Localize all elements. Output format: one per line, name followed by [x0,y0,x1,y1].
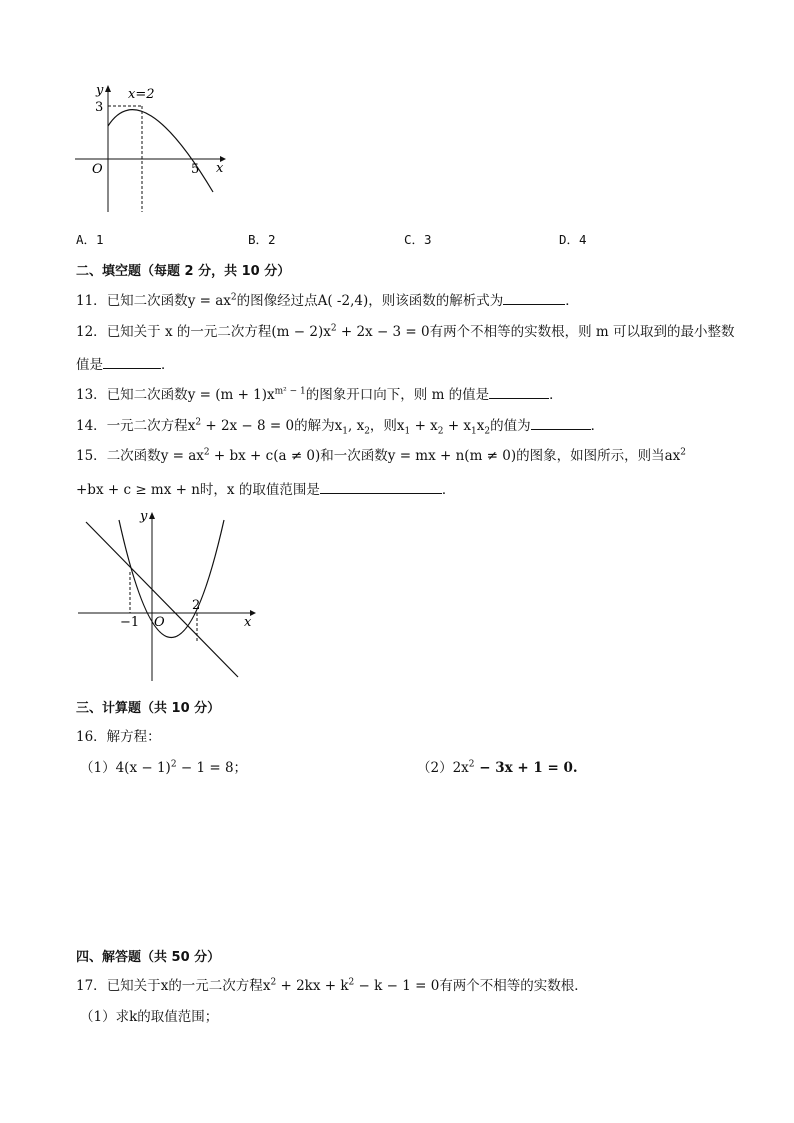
question-14: 14．一元二次方程$x^2 + 2x - 8 = 0$的解为$x_1$, $x_2$，则$x_1 + x_2 + x_1x_2$的值为 ． [76,415,604,435]
figure-parabola-1 [70,80,230,220]
answer-blank-15[interactable] [320,479,442,494]
question-16-title: 16．解方程： [76,729,161,745]
origin-label: O [154,615,165,630]
two-label: 2 [192,598,201,613]
question-11: 11．已知二次函数$y = ax^2$的图像经过点A( -2,4)，则该函数的解析式为 ． [76,290,579,310]
y-label: y [96,83,104,98]
section-title-solutions: 四、解答题（共 50 分） [76,950,221,965]
question-12-line-2: 值是 ． [76,354,175,374]
y-axis-arrow [105,85,111,92]
question-15-line-2: +bx + c ≥ mx + n时，x 的取值范围是 ． [76,479,455,499]
neg-one-label: −1 [120,615,140,630]
parabola-curve [108,110,213,192]
answer-blank-11[interactable] [503,290,565,305]
root-label: 5 [191,162,200,177]
origin-label: O [92,162,103,177]
answer-blank-14[interactable] [531,415,591,430]
y-axis-arrow [149,512,155,519]
vertex-label: x=2 [128,87,155,102]
option-c[interactable]: C．3 [404,232,432,247]
question-16-part-1: $(1)4(x - 1)^2 - 1 = 8$； [80,759,248,776]
y-value-label: 3 [95,100,104,115]
question-12: 12．已知关于 x 的一元二次方程$(m - 2)x^2 + 2x - 3 = 0$有两个不相等的实数根，则 m 可以取到的最小整数 [76,323,735,340]
x-label: x [216,161,224,176]
question-17-part-1: （1）求k的取值范围； [80,1009,219,1025]
answer-blank-12[interactable] [103,354,161,369]
answer-blank-13[interactable] [489,384,549,399]
figure-parabola-and-line [74,505,260,685]
question-17: 17．已知关于x的一元二次方程$x^2 + 2kx + k^2 - k - 1 = 0$有两个不相等的实数根． [76,977,588,994]
question-16-part-2: $(2)2x^2 - 3x + 1 = 0$. [417,759,578,776]
x-label: x [244,615,252,630]
question-15: 15．二次函数$y = ax^2$ + bx + c(a ≠ 0)和一次函数y = mx + n(m ≠ 0)的图象，如图所示，则当$ax^2$ [76,447,687,464]
y-label: y [140,509,148,524]
question-13: 13．已知二次函数$y = (m + 1)x^{m^2 - 1}$的图象开口向下，则 m 的值是 ． [76,384,563,404]
option-d[interactable]: D．4 [559,232,587,247]
section-title-calculation: 三、计算题（共 10 分） [76,701,221,716]
section-title-fill-in: 二、填空题（每题 2 分，共 10 分） [76,264,291,279]
option-b[interactable]: B．2 [248,232,276,247]
option-a[interactable]: A．1 [76,232,104,247]
linear-function-line [86,522,238,677]
